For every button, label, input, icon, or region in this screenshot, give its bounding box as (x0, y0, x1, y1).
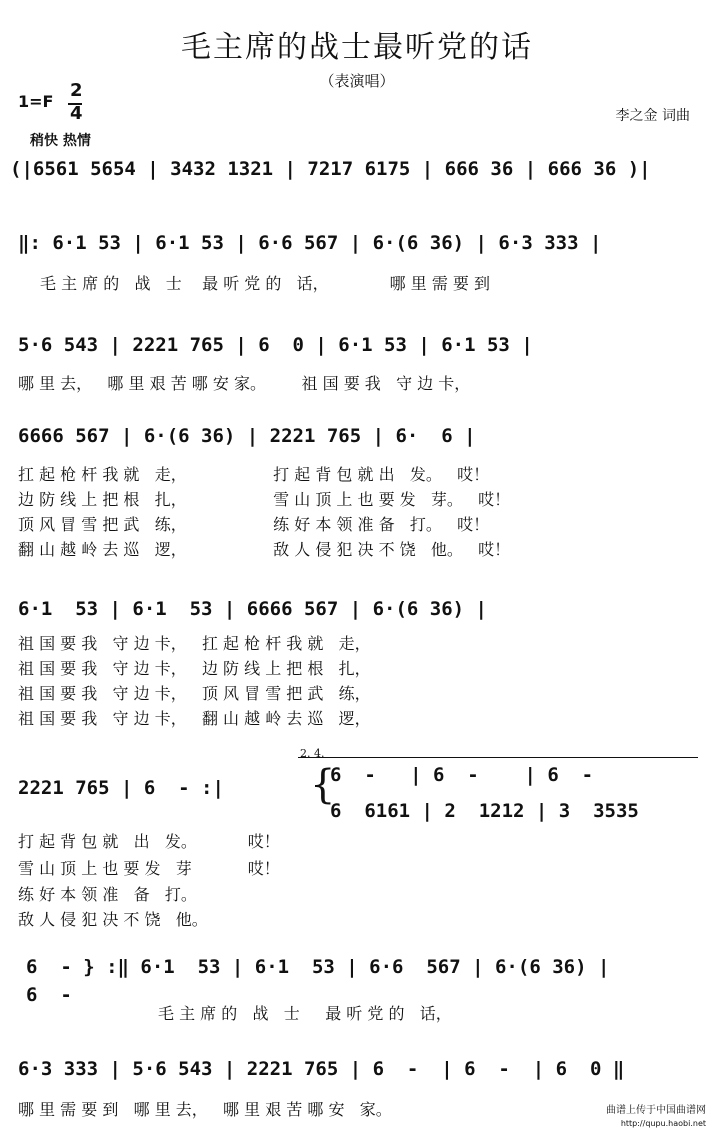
notation-row-intro: (|6561 5654 | 3432 1321 | 7217 6175 | 666 36 | 666 36 )| (10, 158, 651, 180)
lyric-row-7: 哪 里 需 要 到 哪 里 去， 哪 里 艰 苦 哪 安 家。 (18, 1100, 392, 1119)
lyric-row-4-verse-1: 祖 国 要 我 守 边 卡， 扛 起 枪 杆 我 就 走， (18, 634, 371, 653)
time-signature-denominator: 4 (70, 103, 83, 124)
lyric-row-3-verse-4: 翻 山 越 岭 去 巡 逻， 敌 人 侵 犯 决 不 饶 他。 哎！ (18, 540, 511, 559)
lyric-row-4-verse-2: 祖 国 要 我 守 边 卡， 边 防 线 上 把 根 扎， (18, 659, 371, 678)
lyric-row-3-verse-3: 顶 风 冒 雪 把 武 练， 练 好 本 领 准 备 打。 哎！ (18, 515, 490, 534)
lyric-row-4-verse-4: 祖 国 要 我 守 边 卡， 翻 山 越 岭 去 巡 逻， (18, 709, 371, 728)
lyric-row-2: 哪 里 去， 哪 里 艰 苦 哪 安 家。 祖 国 要 我 守 边 卡， (18, 374, 471, 393)
lyric-row-3-verse-1: 扛 起 枪 杆 我 就 走， 打 起 背 包 就 出 发。 哎！ (18, 465, 490, 484)
lyric-row-5-verse-3: 练 好 本 领 准 备 打。 (18, 885, 197, 904)
volta-marking: 2. 4. (300, 747, 325, 760)
footer-site-name: 曲谱上传于中国曲谱网 (606, 1105, 706, 1116)
notation-row-1: ‖: 6·1 53 | 6·1 53 | 6·6 567 | 6·(6 36) | 6·3 333 | (18, 232, 602, 254)
song-subtitle: （表演唱） (319, 72, 395, 90)
volta-bracket (298, 757, 698, 758)
notation-row-4: 6·1 53 | 6·1 53 | 6666 567 | 6·(6 36) | (18, 598, 487, 620)
brace-glyph: { (310, 762, 336, 808)
notation-row-3: 6666 567 | 6·(6 36) | 2221 765 | 6· 6 | (18, 425, 476, 447)
lyric-row-5-verse-4: 敌 人 侵 犯 决 不 饶 他。 (18, 910, 208, 929)
notation-row-5-lower: 6 6161 | 2 1212 | 3 3535 (330, 800, 639, 822)
footer-url: http://qupu.haobi.net (620, 1119, 706, 1128)
time-signature-numerator: 2 (70, 80, 83, 101)
notation-row-5-upper: 6 - | 6 - | 6 - (330, 764, 594, 786)
notation-row-2: 5·6 543 | 2221 765 | 6 0 | 6·1 53 | 6·1 53 | (18, 334, 533, 356)
notation-row-6-lower: 6 - (26, 984, 72, 1006)
lyric-row-6: 毛 主 席 的 战 士 最 听 党 的 话， (158, 1004, 452, 1023)
notation-row-7: 6·3 333 | 5·6 543 | 2221 765 | 6 - | 6 - | 6 0 ‖ (18, 1058, 625, 1080)
lyric-row-5-verse-2: 雪 山 顶 上 也 要 发 芽 哎！ (18, 859, 280, 878)
lyric-row-1: 毛 主 席 的 战 士 最 听 党 的 话， 哪 里 需 要 到 (40, 274, 491, 293)
notation-row-5: 2221 765 | 6 - :| (18, 777, 224, 799)
composer-credit: 李之金 词曲 (615, 108, 690, 124)
lyric-row-5-verse-1: 打 起 背 包 就 出 发。 哎！ (18, 832, 280, 851)
lyric-row-3-verse-2: 边 防 线 上 把 根 扎， 雪 山 顶 上 也 要 发 芽。 哎！ (18, 490, 511, 509)
song-title: 毛主席的战士最听党的话 (181, 30, 533, 65)
lyric-row-4-verse-3: 祖 国 要 我 守 边 卡， 顶 风 冒 雪 把 武 练， (18, 684, 371, 703)
key-signature: 1=F (18, 92, 54, 111)
tempo-marking: 稍快 热情 (30, 133, 91, 149)
notation-row-6: 6 - } :‖ 6·1 53 | 6·1 53 | 6·6 567 | 6·(6 36) | (26, 956, 610, 978)
